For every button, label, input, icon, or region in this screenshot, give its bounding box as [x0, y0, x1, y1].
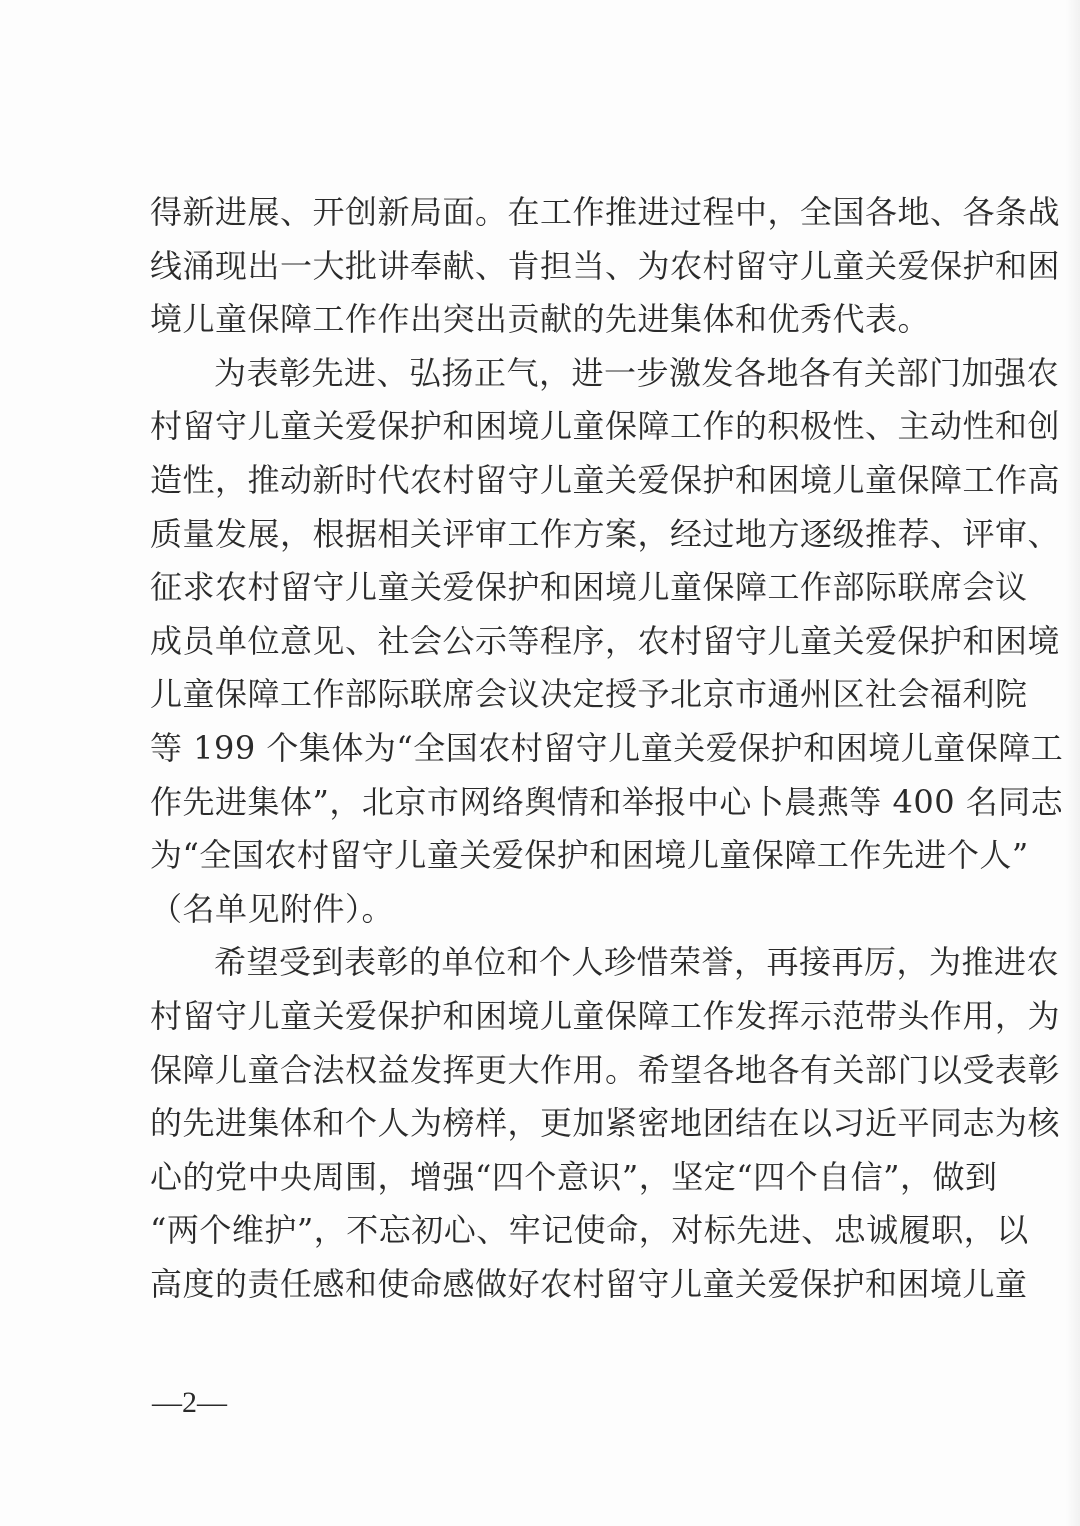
paragraph-2-line-6: 成员单位意见、社会公示等程序，农村留守儿童关爱保护和困境 — [150, 621, 1061, 660]
paragraph-3-line-3: 保障儿童合法权益发挥更大作用。希望各地各有关部门以受表彰 — [150, 1050, 1061, 1089]
paragraph-2-line-10: 为“全国农村留守儿童关爱保护和困境儿童保障工作先进个人” — [150, 836, 1029, 875]
paragraph-3-line-4: 的先进集体和个人为榜样，更加紧密地团结在以习近平同志为核 — [150, 1104, 1061, 1143]
page-edge-shadow — [1066, 0, 1080, 1526]
paragraph-3-line-5: 心的党中央周围，增强“四个意识”，坚定“四个自信”，做到 — [150, 1157, 998, 1196]
page-number: —2— — [152, 1386, 227, 1419]
paragraph-2-line-3: 造性，推动新时代农村留守儿童关爱保护和困境儿童保障工作高 — [150, 460, 1061, 499]
paragraph-2-line-2: 村留守儿童关爱保护和困境儿童保障工作的积极性、主动性和创 — [150, 407, 1061, 446]
paragraph-2-line-9: 作先进集体”，北京市网络舆情和举报中心卜晨燕等 400 名同志 — [150, 782, 1064, 821]
paragraph-2-line-4: 质量发展，根据相关评审工作方案，经过地方逐级推荐、评审、 — [150, 514, 1061, 553]
paragraph-2-line-8: 等 199 个集体为“全国农村留守儿童关爱保护和困境儿童保障工 — [150, 728, 1064, 767]
paragraph-3-line-1: 希望受到表彰的单位和个人珍惜荣誉，再接再厉，为推进农 — [214, 943, 1060, 982]
document-body — [150, 186, 1064, 1311]
paragraph-1-line-1: 得新进展、开创新局面。在工作推进过程中，全国各地、各条战 — [150, 193, 1061, 231]
paragraph-3-line-2: 村留守儿童关爱保护和困境儿童保障工作发挥示范带头作用，为 — [150, 996, 1061, 1035]
paragraph-2-line-11: （名单见附件）。 — [150, 889, 395, 928]
paragraph-2-line-7: 儿童保障工作部际联席会议决定授予北京市通州区社会福利院 — [150, 675, 1028, 714]
paragraph-3-line-6: “两个维护”，不忘初心、牢记使命，对标先进、忠诚履职，以 — [150, 1211, 1029, 1250]
paragraph-1-line-3: 境儿童保障工作作出突出贡献的先进集体和优秀代表。 — [150, 300, 931, 339]
paragraph-2-line-5: 征求农村留守儿童关爱保护和困境儿童保障工作部际联席会议 — [150, 568, 1028, 607]
paragraph-3-line-7: 高度的责任感和使命感做好农村留守儿童关爱保护和困境儿童 — [150, 1264, 1028, 1303]
paragraph-2-line-1: 为表彰先进、弘扬正气，进一步激发各地各有关部门加强农 — [214, 353, 1060, 392]
paragraph-1-line-2: 线涌现出一大批讲奉献、肯担当、为农村留守儿童关爱保护和困 — [150, 246, 1061, 285]
